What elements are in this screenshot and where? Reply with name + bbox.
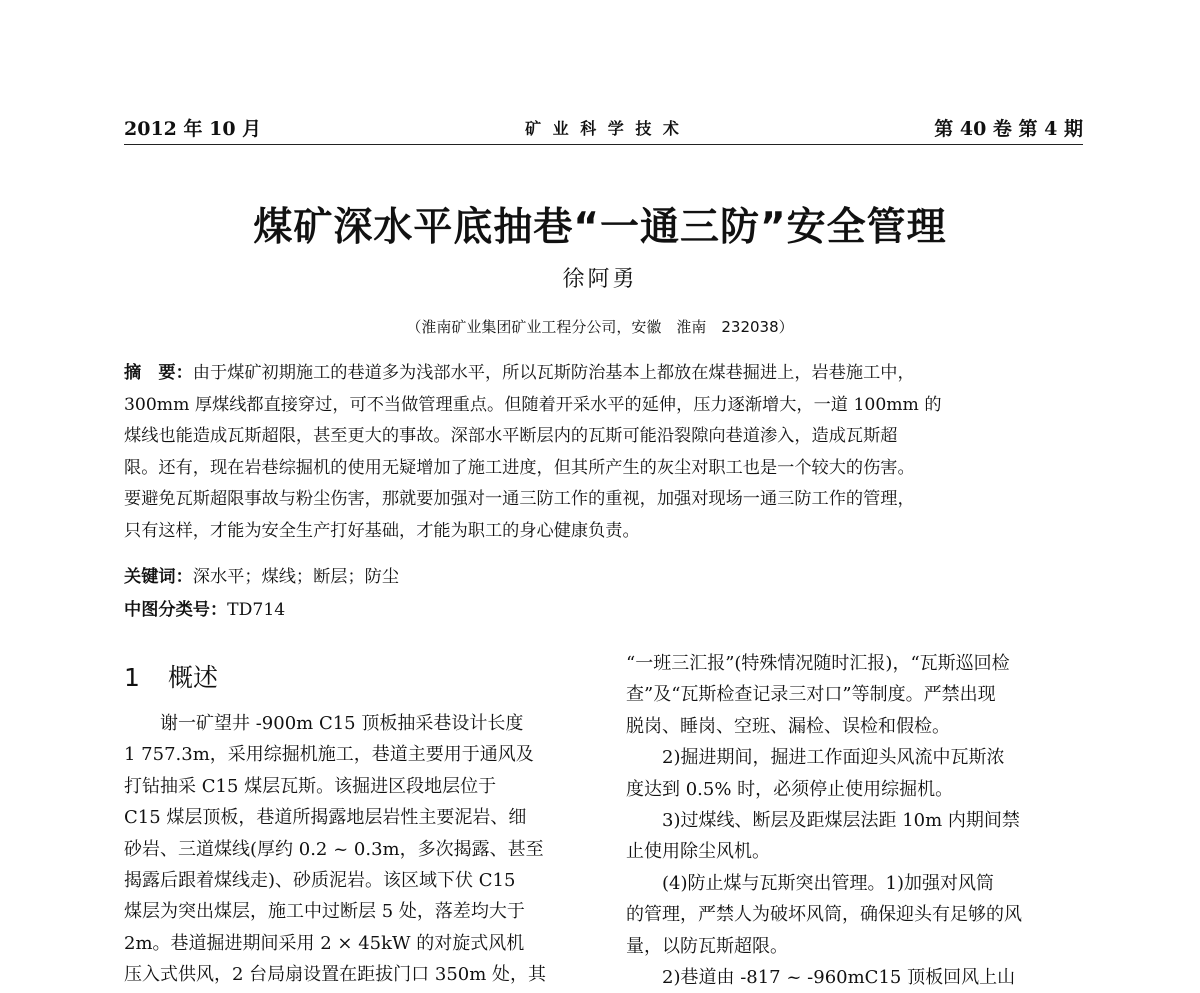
issue-date: 2012 年 10 月	[124, 118, 262, 140]
body-line: 煤层为突出煤层，施工中过断层 5 处，落差均大于	[124, 901, 525, 923]
section-number: 1	[124, 663, 140, 692]
body-line: 谢一矿望井 -900m C15 顶板抽采巷设计长度	[160, 713, 524, 734]
body-line: 止使用除尘风机。	[626, 841, 770, 863]
abstract-label: 摘 要：	[124, 363, 193, 383]
body-line: 2m。巷道掘进期间采用 2 × 45kW 的对旋式风机	[124, 932, 525, 954]
body-line: 量，以防瓦斯超限。	[626, 935, 788, 957]
volume-issue: 第 40 卷 第 4 期	[934, 118, 1083, 140]
classification-label: 中图分类号：	[124, 600, 228, 620]
body-line: 度达到 0.5% 时，必须停止使用综掘机。	[626, 778, 954, 800]
right-column	[626, 648, 1086, 993]
body-line: 压入式供风，2 台局扇设置在距拔门口 350m 处，其	[124, 964, 547, 986]
paper-title: 煤矿深水平底抽巷“一通三防”安全管理	[253, 205, 947, 250]
body-line: C15 煤层顶板，巷道所揭露地层岩性主要泥岩、细	[124, 807, 527, 829]
keywords	[124, 562, 399, 587]
left-column	[124, 648, 584, 991]
running-header	[124, 110, 1083, 145]
author-affiliation: （淮南矿业集团矿业工程分公司，安徽 淮南 232038）	[406, 318, 794, 336]
abstract-text: 由于煤矿初期施工的巷道多为浅部水平，所以瓦斯防治基本上都放在煤巷掘进上，岩巷施工中，	[192, 363, 915, 383]
keywords-label: 关键词：	[124, 567, 193, 587]
body-line: 1 757.3m，采用综掘机施工，巷道主要用于通风及	[124, 744, 534, 766]
abstract-line: 要避免瓦斯超限事故与粉尘伤害，那就要加强对一通三防工作的重视，加强对现场一通三防工作的管理，	[124, 489, 915, 510]
body-line: 脱岗、睡岗、空班、漏检、误检和假检。	[626, 715, 950, 737]
body-line: 砂岩、三道煤线(厚约 0.2 ~ 0.3m，多次揭露、甚至	[124, 838, 544, 860]
body-line: 2)巷道由 -817 ~ -960mC15 顶板回风上山	[662, 967, 1016, 989]
abstract-line	[124, 358, 1084, 390]
section-title: 概述	[168, 663, 219, 692]
section-heading	[124, 648, 584, 708]
abstract	[124, 358, 1084, 548]
author-name: 徐阿勇	[562, 267, 638, 292]
abstract-line: 300mm 厚煤线都直接穿过，可不当做管理重点。但随着开采水平的延伸，压力逐渐增大，一道 100mm 的	[124, 394, 942, 415]
body-line: 打钻抽采 C15 煤层瓦斯。该掘进区段地层位于	[124, 775, 497, 797]
journal-name: 矿 业 科 学 技 术	[525, 119, 682, 138]
classification-value: TD714	[227, 600, 286, 620]
classification-number	[124, 595, 285, 620]
abstract-line: 限。还有，现在岩巷综掘机的使用无疑增加了施工进度，但其所产生的灰尘对职工也是一个较大的伤害。	[124, 457, 915, 478]
body-line: 的管理，严禁人为破坏风筒，确保迎头有足够的风	[626, 904, 1022, 926]
body-line: 2)掘进期间，掘进工作面迎头风流中瓦斯浓	[662, 747, 1005, 769]
keywords-value: 深水平；煤线；断层；防尘	[192, 567, 400, 587]
body-line: “一班三汇报”(特殊情况随时汇报)，“瓦斯巡回检	[626, 653, 1010, 674]
abstract-line: 只有这样，才能为安全生产打好基础，才能为职工的身心健康负责。	[124, 520, 640, 541]
body-line: 3)过煤线、断层及距煤层法距 10m 内期间禁	[662, 810, 1020, 832]
body-line: 揭露后跟着煤线走)、砂质泥岩。该区域下伏 C15	[124, 870, 516, 892]
body-line: 查”及“瓦斯检查记录三对口”等制度。严禁出现	[626, 684, 996, 706]
body-line: (4)防止煤与瓦斯突出管理。1)加强对风筒	[662, 872, 994, 894]
abstract-line: 煤线也能造成瓦斯超限，甚至更大的事故。深部水平断层内的瓦斯可能沿裂隙向巷道渗入，造成瓦斯超	[124, 426, 898, 447]
